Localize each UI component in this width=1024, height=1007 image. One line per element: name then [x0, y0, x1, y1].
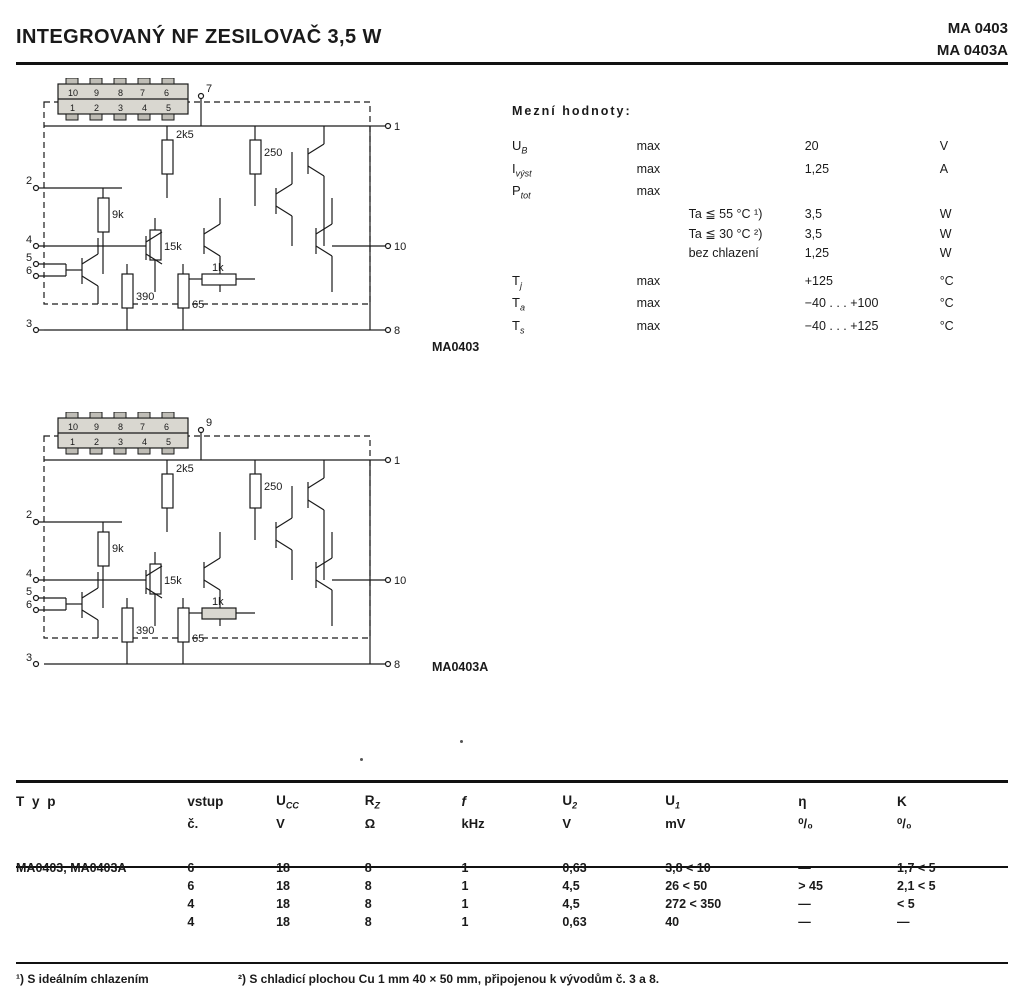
cell-eta: — — [798, 914, 811, 929]
unit-u2: V — [562, 816, 572, 832]
svg-text:15k: 15k — [164, 575, 182, 587]
limit-condition: max — [636, 184, 661, 198]
limit-unit: A — [939, 161, 949, 176]
svg-text:9: 9 — [206, 417, 213, 429]
limit-row — [512, 159, 1002, 182]
svg-text:2: 2 — [94, 103, 100, 113]
cell-rz: 8 — [364, 878, 372, 893]
cell-ucc: 18 — [276, 896, 290, 911]
cell-k: 1,7 < 5 — [897, 860, 936, 875]
unit-typ — [16, 813, 187, 835]
svg-text:10: 10 — [68, 422, 79, 432]
svg-text:8: 8 — [394, 659, 401, 671]
unit-ucc: V — [276, 816, 285, 832]
svg-text:2k5: 2k5 — [176, 463, 194, 475]
svg-text:10: 10 — [394, 241, 407, 253]
limit-symbol: $I_{výst}$ — [512, 160, 532, 178]
cell-eta: — — [798, 860, 811, 875]
svg-text:250: 250 — [264, 147, 283, 159]
cell-vstup: 4 — [187, 896, 195, 911]
svg-text:2: 2 — [26, 509, 33, 521]
table-row — [16, 877, 1008, 895]
cell-u2: 4,5 — [562, 896, 580, 911]
schematic-diagram-ma0403a — [26, 412, 466, 692]
cell-u1: 3,8 < 10 — [665, 860, 711, 875]
svg-text:390: 390 — [136, 291, 155, 303]
footnote-2: ²) S chladicí plochou Cu 1 mm 40 × 50 mm, připojenou k vývodům č. 3 a 8. — [238, 972, 660, 986]
cell-typ — [16, 913, 187, 931]
unit-f: kHz — [461, 816, 485, 832]
param-table-gap — [16, 835, 1008, 859]
svg-text:8: 8 — [118, 422, 124, 432]
parameter-table — [16, 790, 1008, 931]
svg-text:3: 3 — [118, 103, 124, 113]
unit-k: ⁰/₀ — [897, 815, 912, 831]
limit-values-heading: Mezní hodnoty: — [512, 104, 632, 118]
table-row — [16, 913, 1008, 931]
svg-text:9: 9 — [94, 88, 100, 98]
svg-text:4: 4 — [142, 103, 148, 113]
col-header-typ: T y p — [16, 794, 58, 810]
cell-vstup: 4 — [187, 914, 195, 929]
cell-f: 1 — [461, 914, 469, 929]
cell-rz: 8 — [364, 914, 372, 929]
svg-text:1k: 1k — [212, 262, 224, 274]
cell-ucc: 18 — [276, 860, 290, 875]
svg-text:390: 390 — [136, 625, 155, 637]
svg-text:5: 5 — [26, 586, 33, 598]
limit-condition: max — [636, 139, 661, 153]
limit-unit: W — [939, 206, 952, 221]
svg-text:1: 1 — [70, 103, 76, 113]
svg-text:10: 10 — [68, 88, 79, 98]
limit-row — [512, 136, 1002, 159]
svg-text:6: 6 — [26, 265, 33, 277]
svg-text:2: 2 — [26, 175, 33, 187]
svg-text:2: 2 — [94, 437, 100, 447]
limit-value: −40 . . . +100 — [804, 296, 879, 310]
svg-text:1: 1 — [394, 121, 401, 133]
limit-row — [512, 271, 1002, 294]
svg-text:15k: 15k — [164, 241, 182, 253]
svg-text:1k: 1k — [212, 596, 224, 608]
cell-vstup: 6 — [187, 860, 195, 875]
part-number-secondary: MA 0403A — [936, 41, 1008, 59]
limit-row — [512, 181, 1002, 204]
cell-f: 1 — [461, 878, 469, 893]
schematic-2-label: MA0403A — [432, 660, 489, 674]
limit-unit: V — [939, 139, 949, 153]
cell-eta: > 45 — [798, 878, 823, 893]
page-header — [16, 18, 1008, 64]
svg-text:4: 4 — [26, 568, 33, 580]
svg-text:5: 5 — [166, 103, 172, 113]
limit-unit: W — [939, 226, 952, 241]
limit-row — [512, 204, 1002, 224]
svg-text:65: 65 — [192, 633, 205, 645]
svg-text:10: 10 — [394, 575, 407, 587]
col-header-ucc: $U_{CC}$ — [276, 793, 299, 811]
limit-value: +125 — [804, 273, 833, 288]
col-header-vstup: vstup — [187, 794, 224, 810]
col-header-u1: $U_1$ — [665, 793, 680, 811]
limit-value — [805, 181, 940, 204]
cell-k: 2,1 < 5 — [897, 878, 936, 893]
limit-condition: bez chlazení — [688, 245, 759, 260]
cell-ucc: 18 — [276, 914, 290, 929]
svg-text:3: 3 — [118, 437, 124, 447]
limit-value: 20 — [804, 139, 819, 153]
scan-artifact-dot — [360, 758, 363, 761]
unit-vstup: č. — [187, 816, 199, 832]
limit-condition: max — [636, 318, 661, 333]
svg-text:1: 1 — [394, 455, 401, 467]
cell-u2: 0,63 — [562, 914, 587, 929]
part-number-block — [937, 18, 1008, 62]
col-header-u2: $U_2$ — [562, 793, 578, 811]
svg-text:65: 65 — [192, 299, 205, 311]
limit-unit: W — [939, 245, 952, 260]
limit-symbol: $T_j$ — [512, 272, 522, 290]
limit-symbol: $U_B$ — [512, 138, 528, 156]
footnote-1: ¹) S ideálním chlazením — [16, 972, 149, 986]
limit-symbol-empty — [512, 204, 637, 224]
col-header-f: f — [461, 794, 467, 810]
svg-text:4: 4 — [26, 234, 33, 246]
cell-typ: MA0403, MA0403A — [16, 860, 127, 875]
header-divider — [16, 62, 1008, 65]
cell-rz: 8 — [364, 896, 372, 911]
svg-text:5: 5 — [26, 252, 33, 264]
limit-spacer — [512, 263, 1002, 271]
part-number-primary: MA 0403 — [947, 20, 1008, 37]
limit-values-table — [512, 136, 1002, 338]
param-table-header-row — [16, 790, 1008, 813]
limit-unit: °C — [939, 318, 954, 333]
cell-f: 1 — [461, 896, 469, 911]
limit-symbol: $T_s$ — [512, 317, 525, 335]
limit-condition: Ta ≦ 30 °C ²) — [688, 226, 763, 241]
svg-text:3: 3 — [26, 652, 33, 664]
limit-condition: max — [636, 273, 661, 288]
limit-value: −40 . . . +125 — [804, 318, 879, 333]
limit-symbol-empty — [512, 244, 637, 263]
svg-text:1: 1 — [70, 437, 76, 447]
svg-text:2k5: 2k5 — [176, 129, 194, 141]
limit-row — [512, 224, 1002, 244]
cell-vstup: 6 — [187, 878, 195, 893]
svg-text:6: 6 — [164, 422, 170, 432]
svg-text:6: 6 — [26, 599, 33, 611]
limit-value: 3,5 — [804, 226, 823, 241]
limit-condition: max — [636, 161, 661, 176]
svg-text:9k: 9k — [112, 543, 124, 555]
param-table-bottom-rule — [16, 962, 1008, 964]
svg-text:5: 5 — [166, 437, 172, 447]
param-table-unit-row — [16, 813, 1008, 835]
cell-typ — [16, 895, 187, 913]
limit-symbol: $P_{tot}$ — [512, 183, 531, 201]
page-title: INTEGROVANÝ NF ZESILOVAČ 3,5 W — [16, 26, 382, 48]
cell-typ — [16, 877, 187, 895]
limit-value: 3,5 — [804, 206, 823, 221]
svg-text:8: 8 — [394, 325, 401, 337]
cell-u2: 0,63 — [562, 860, 587, 875]
limit-value: 1,25 — [804, 161, 830, 176]
schematic-1-label: MA0403 — [432, 340, 480, 354]
cell-u1: 272 < 350 — [665, 896, 722, 911]
limit-row — [512, 293, 1002, 316]
svg-text:250: 250 — [264, 481, 283, 493]
cell-eta: — — [798, 896, 811, 911]
scan-artifact-dot — [460, 740, 463, 743]
limit-condition: Ta ≦ 55 °C ¹) — [688, 206, 763, 221]
cell-ucc: 18 — [276, 878, 290, 893]
limit-value: 1,25 — [804, 245, 830, 260]
svg-text:7: 7 — [140, 88, 146, 98]
svg-text:9: 9 — [94, 422, 100, 432]
unit-rz: Ω — [364, 816, 376, 832]
svg-text:8: 8 — [118, 88, 124, 98]
svg-text:7: 7 — [206, 83, 213, 95]
param-table-top-rule — [16, 780, 1008, 783]
cell-k: — — [897, 914, 910, 929]
unit-u1: mV — [665, 816, 686, 832]
limit-symbol: $T_a$ — [512, 295, 525, 313]
cell-u2: 4,5 — [562, 878, 580, 893]
svg-text:4: 4 — [142, 437, 148, 447]
schematic-diagram-ma0403 — [26, 78, 466, 358]
cell-k: < 5 — [897, 896, 915, 911]
col-header-rz: $R_Z$ — [364, 793, 381, 811]
cell-u1: 26 < 50 — [665, 878, 708, 893]
table-row — [16, 895, 1008, 913]
svg-text:7: 7 — [140, 422, 146, 432]
cell-u1: 40 — [665, 914, 680, 929]
limit-row — [512, 316, 1002, 339]
unit-eta: ⁰/₀ — [798, 815, 813, 831]
cell-f: 1 — [461, 860, 469, 875]
limit-row — [512, 244, 1002, 263]
limit-values-section — [512, 104, 1002, 338]
col-header-k: K — [897, 794, 907, 810]
col-header-eta: η — [798, 794, 807, 810]
limit-condition: max — [636, 296, 661, 310]
svg-text:6: 6 — [164, 88, 170, 98]
svg-text:9k: 9k — [112, 209, 124, 221]
limit-unit: °C — [939, 296, 954, 310]
limit-unit — [940, 181, 1002, 204]
limit-symbol-empty — [512, 224, 637, 244]
svg-text:3: 3 — [26, 318, 33, 330]
table-row — [16, 859, 1008, 877]
cell-rz: 8 — [364, 860, 372, 875]
limit-unit: °C — [939, 273, 954, 288]
